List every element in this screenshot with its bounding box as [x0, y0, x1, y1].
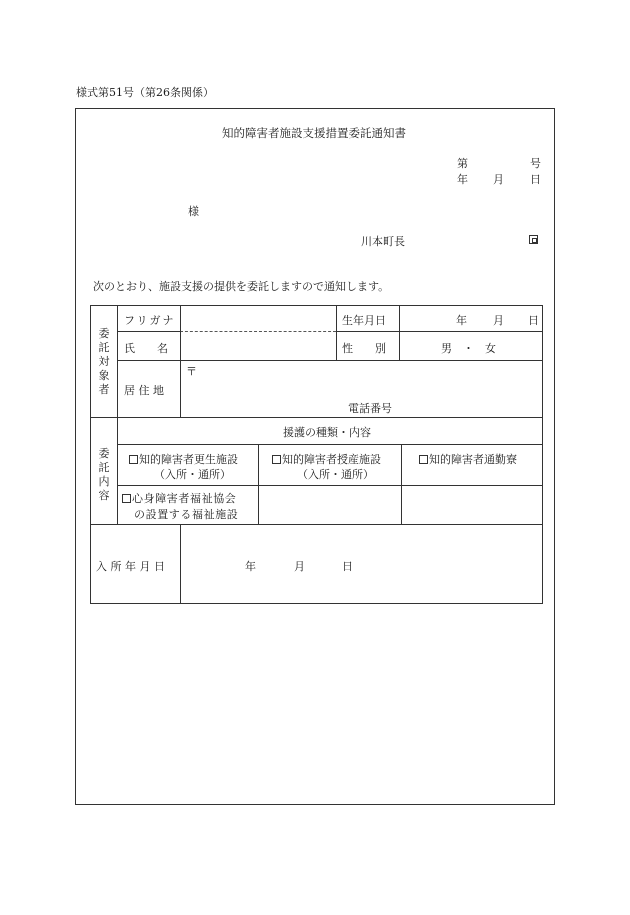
checkbox-icon[interactable] — [122, 494, 131, 503]
section-subject-label: 委託対象者 — [98, 327, 110, 396]
row-line — [117, 331, 181, 332]
table-left-border — [90, 305, 91, 604]
recipient-suffix: 様 — [188, 205, 199, 218]
content-heading: 援護の種類・内容 — [283, 426, 371, 439]
furigana-label: フリガナ — [124, 314, 176, 327]
checkbox-icon[interactable] — [419, 455, 428, 464]
birth-day: 日 — [528, 314, 539, 327]
row-line — [117, 444, 543, 445]
option-welfare-sub: の設置する福祉施設 — [134, 508, 239, 521]
option-workshop-sub: （入所・通所） — [297, 468, 374, 481]
admission-year: 年 — [245, 560, 256, 573]
date-year: 年 — [457, 173, 468, 186]
option-commute-dorm[interactable] — [419, 451, 517, 467]
form-number: 様式第51号（第26条関係） — [76, 86, 214, 99]
table-bottom-border — [90, 603, 543, 604]
option-label: 知的障害者通勤寮 — [429, 453, 517, 466]
option-workshop-facility[interactable] — [272, 451, 381, 467]
admission-day: 日 — [342, 560, 353, 573]
col-line — [258, 444, 259, 525]
furigana-divider — [180, 331, 336, 332]
row-line — [336, 331, 543, 332]
option-label: 知的障害者授産施設 — [282, 453, 381, 466]
notice-text: 次のとおり、施設支援の提供を委託しますので通知します。 — [93, 280, 390, 293]
sex-options: 男 ・ 女 — [441, 342, 496, 355]
address-label: 居 住 地 — [124, 384, 164, 397]
birthdate-label: 生年月日 — [342, 314, 386, 327]
number-prefix: 第 — [457, 157, 468, 170]
section-content-label: 委託内容 — [98, 447, 110, 502]
option-label: 知的障害者更生施設 — [139, 453, 238, 466]
name-label: 氏 名 — [124, 342, 168, 355]
option-welfare-association[interactable] — [122, 490, 236, 506]
issuer-name: 川本町長 — [361, 235, 405, 248]
col-line — [336, 305, 337, 361]
row-line — [90, 524, 543, 525]
checkbox-icon[interactable] — [272, 455, 281, 464]
row-line — [90, 417, 543, 418]
seal-icon — [529, 235, 538, 244]
admission-month: 月 — [294, 560, 305, 573]
admission-label: 入 所 年 月 日 — [96, 560, 165, 573]
col-line — [401, 444, 402, 525]
col-line — [180, 524, 181, 604]
col-line — [399, 305, 400, 361]
table-top-border — [90, 305, 543, 306]
checkbox-icon[interactable] — [129, 455, 138, 464]
table-right-border — [542, 305, 543, 604]
form-title: 知的障害者施設支援措置委託通知書 — [222, 126, 406, 140]
date-day: 日 — [530, 173, 541, 186]
phone-label: 電話番号 — [348, 402, 392, 415]
postal-mark: 〒 — [186, 365, 197, 378]
sex-label: 性 別 — [342, 342, 386, 355]
row-line — [117, 485, 543, 486]
date-month: 月 — [493, 173, 504, 186]
option-rehab-sub: （入所・通所） — [154, 468, 231, 481]
col-line — [117, 305, 118, 525]
option-rehab-facility[interactable] — [129, 451, 238, 467]
birth-year: 年 — [456, 314, 467, 327]
col-line — [180, 305, 181, 418]
number-suffix: 号 — [530, 157, 541, 170]
birth-month: 月 — [493, 314, 504, 327]
option-label: 心身障害者福祉協会 — [132, 492, 237, 505]
